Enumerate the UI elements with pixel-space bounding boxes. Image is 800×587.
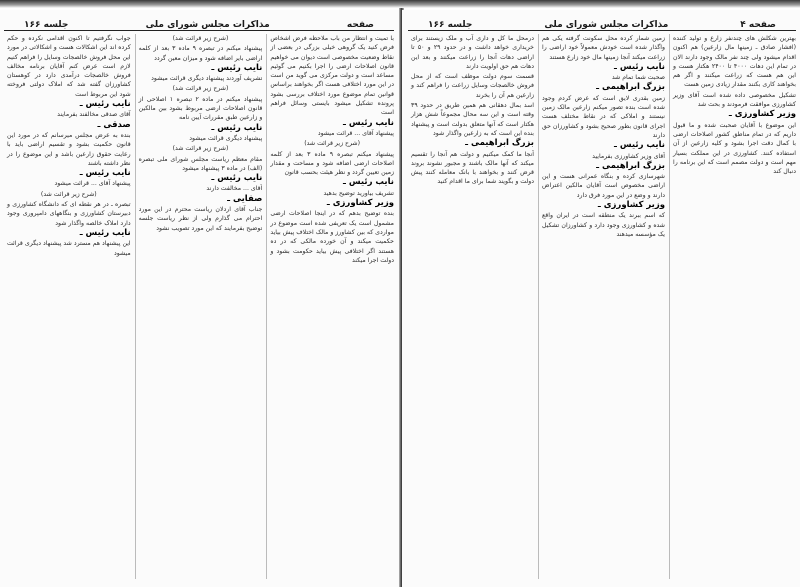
paragraph: بنده به عرض مجلس میرسانم که در مورد این قانون حکمیت بشود و تقسیم اراضی باید با رعایت حقوق زارعین باشد و این موضوع را در نظر داشته باشند: [6, 131, 131, 167]
paragraph: با تمیت و انتظار من باب ملاحظه فرض اشخاص فرض کنید یک گروهی خیلی بزرگی در بعضی از نقاط وضعیت مخصوصی است دیوان می خواهیم قانون اصلاحات ارضی را اجرا بکنیم می گوئیم مساعد است و دولت مرکزی می گوید من است در این مورد اختلافی هست اگر بخواهند براساس قوانین تمام موضوع مورد اختلاف بررسی بشود پرونده تشکیل میشود بایستی وسائل فراهم است: [270, 35, 394, 117]
paragraph: جناب آقای اردلان ریاست محترم در این مورد احترام می گذارم ولی از نظر ریاست جلسه توضیح بفرمایند که این مورد تصویب نشود: [138, 206, 263, 232]
speaker-name: [7, 229, 131, 238]
paragraph: مقام معظم ریاست مجلس شورای ملی تبصره (الف) در ماده ۳ پیشنهاد میشود: [138, 155, 263, 172]
paragraph: تبصره ـ در هر نقطه ای که دانشگاه کشاورزی و دبیرستان کشاورزی و بنگاههای دامپروری وجود دارد املاک خالصه واگذار شود: [6, 201, 131, 227]
page-label: صفحه: [346, 20, 374, 30]
speaker-name: [139, 195, 263, 204]
speaker-name: [411, 139, 534, 148]
paragraph: بهترین شکلش های چندنفر زارع و تولید کننده (افشار صادق ـ زمینها مال زارعین) هم اکنون اقدام میشود ولی چند نفر مالک وجود دارند الان در تمام این دهات ۴۰۰۰ تا ۲۴۰۰ هکتار هست و این هم هست که زراعت میکنند و اگر هم بخواهند کاری بکنند مقدار زیادی زمین هست: [673, 35, 796, 89]
paragraph: تشریف بیاورید توضیح بدهید: [323, 189, 394, 197]
speaker-name: [270, 178, 394, 187]
speaker-name: [542, 83, 665, 92]
speaker-label: بزرگ ابراهیمی ـ: [596, 160, 665, 171]
speaker-name: [270, 199, 394, 208]
paragraph: آقای ... مخالفت دارند: [206, 185, 263, 193]
paragraph: زمین بقدری لایق است که عرض کردم وجود شده است بنده تصور میکنم زارعین مالک زمین نیستند و املاکی که در نقاط مختلف هست اجرای قانون بطور صحیح بشود و کشاورزان حق دارند: [542, 94, 665, 139]
speaker-name: [542, 201, 665, 210]
speaker-label: وزیر کشاورزی ـ: [597, 200, 665, 211]
column: [538, 34, 665, 579]
paragraph: پیشنهاد آقای ... قرائت میشود: [317, 129, 394, 137]
paragraph: پیشنهاد میکنم در ماده ۲ تبصره ۱ اصلاحی از قانون اصلاحات ارضی مربوط بشود بین مالکین و زارعین طبق مقررات آیین نامه: [138, 95, 263, 122]
page-label: صفحه ۴: [740, 20, 776, 30]
speaker-label: نایب رئیس ـ: [79, 99, 131, 110]
reading-note: (شرح زیر قرائت شد): [172, 85, 229, 93]
speaker-name: [270, 119, 394, 128]
speaker-label: نایب رئیس ـ: [211, 122, 263, 133]
paragraph: اسد بمال دهقانی هم همین طریق در حدود ۳۹ وقته است و این سه محال مجموعاً شش هزار هکتار است که آنها متعلق بدولت است و پیشنهاد بنده این است که به زارعین واگذار شود: [411, 102, 534, 137]
speaker-label: بزرگ ابراهیمی ـ: [596, 82, 665, 93]
page-title: مذاکرات مجلس شورای ملی: [145, 20, 270, 30]
paragraph: قسمت سوم دولت موظف است که از محل فروش خالصجات وسایل زراعت را فراهم کند و زارعین هم آن را بخرند: [411, 73, 534, 99]
paragraph: صحبت شما تمام شد: [611, 74, 665, 82]
speaker-label: نایب رئیس ـ: [211, 62, 263, 73]
speaker-label: صفایی ـ: [227, 193, 263, 204]
speaker-label: نایب رئیس ـ: [343, 177, 394, 188]
speaker-label: نایب رئیس ـ: [79, 227, 131, 238]
speaker-label: صدقی ـ: [97, 119, 131, 130]
speaker-name: [7, 100, 131, 109]
paragraph: تشریف آوردند پیشنهاد دیگری قرائت میشود: [151, 75, 263, 83]
speaker-name: [7, 121, 131, 130]
speaker-label: نایب رئیس ـ: [343, 117, 394, 128]
paragraph: که اسم ببرند یک منطقه است در ایران واقع شده و کشاورزی وجود دارد و کشاورزان تشکیل یک مؤسسه میدهند: [542, 212, 665, 238]
speaker-name: [7, 169, 131, 178]
speaker-label: وزیر کشاورزی ـ: [326, 198, 394, 209]
column: [266, 34, 394, 579]
paragraph: پیشنهاد آقای ... قرائت میشود: [54, 180, 131, 188]
session-number: جلسه ۱۶۶: [24, 20, 69, 30]
session-number: جلسه ۱۶۶: [428, 20, 473, 30]
reading-note: (شرح زیر قرائت شد): [172, 145, 229, 153]
speaker-name: [139, 64, 263, 73]
paragraph: جواب نگرفتیم تا اکنون اقدامی نکرده و حکم کرده اند این اشکالات هست و اشکالاتی در مورد این محل فروش خالصجات وسایل را فراهم کنیم لازم است عرض کنم آقایان برنامه مخالف فروش خالصجات درآمدی دارد در کوهستان کشاورزان گفته شد که املاک دولتی فروخته شود این مربوط است: [6, 35, 131, 98]
paragraph: آنجا ما کمک میکنیم و دولت هم آنجا را تقسیم میکند که آنها مالک باشند و مجبور نشوند بروند قرض کنند و بخواهند با بانک معامله کنند پیش دولت و بگویند شما برای ما اقدام کنید: [411, 150, 534, 186]
speaker-name: [542, 162, 665, 171]
paragraph: شهرسازی کرده و بنگاه عمرانی هست و این اراضی مخصوص است آقایان مالکین اعتراض دارند و وضع در این مورد فرق دارد: [542, 173, 665, 199]
column: [408, 34, 534, 579]
left-page: [0, 10, 400, 587]
page-title: مذاکرات مجلس شورای ملی: [544, 20, 669, 30]
speaker-name: [673, 110, 796, 119]
paragraph: آقای صدقی مخالفند بفرمایند: [57, 111, 131, 119]
speaker-label: نایب رئیس ـ: [614, 61, 665, 72]
column: [4, 34, 131, 579]
right-page: [402, 10, 800, 587]
speaker-name: [542, 141, 665, 150]
paragraph: پیشنهاد میکنم تبصره ۹ ماده ۳ بعد از کلمه اصلاحات ارضی اضافه شود و مساحت و مقدار زمین تعیین گردد و نظر هیئت بحسب قانون: [270, 150, 394, 177]
reading-note: (شرح زیر قرائت شد): [172, 35, 229, 42]
paragraph: این موضوع با آقایان صحبت شده و ما قبول داریم که در تمام مناطق کشور اصلاحات ارضی با کمال دقت اجرا بشود و کلیه زارعین از آن استفاده کنند. کشاورزی در این مملکت بسیار مهم است و دولت مصمم است که این برنامه را دنبال کند: [673, 121, 796, 176]
right-columns: [408, 34, 796, 579]
column: [669, 34, 796, 579]
paragraph: تشکیل مخصوصی داده شده است آقای وزیر کشاورزی موافقت فرمودند و بحث شد: [673, 91, 796, 109]
speaker-label: نایب رئیس ـ: [211, 173, 263, 184]
scan-edge: [0, 0, 800, 8]
paragraph: آقای وزیر کشاورزی بفرمایید: [592, 152, 665, 160]
speaker-label: وزیر کشاورزی ـ: [728, 109, 796, 120]
speaker-name: [139, 174, 263, 183]
paragraph: درمحل ما کل و داری آب و ملک زیستند برای خریداری خواهد داشت و در حدود ۲۹ و ۵۰ تا اراضی دهات آنجا را زراعت میکنند و بعد این دهات هم حق اولویت دارند: [411, 35, 534, 70]
reading-note: (شرح زیر قرائت شد): [304, 140, 361, 148]
paragraph: پیشنهاد میکنم در تبصره ۹ ماده ۳ بعد از کلمه اراضی بایر اضافه شود و میزان معین گردد: [138, 45, 263, 62]
paragraph: زمین شمار کرده محل سکونت گرفته یکی هم واگذار شده است خودش معمولاً خود اراضی را زراعت میکند آنجا زمینها مال خود زارع هستند: [542, 35, 665, 61]
left-page-header: [4, 10, 394, 31]
right-page-header: [408, 10, 796, 31]
reading-note: (شرح زیر قرائت شد): [40, 190, 97, 198]
paragraph: پیشنهاد دیگری قرائت میشود: [189, 134, 263, 142]
left-columns: [4, 34, 394, 579]
paragraph: بنده توضیح بدهم که در اینجا اصلاحات ارضی مشمول است یک تعریفی شده است موضوع در مواردی که بین کشاورز و مالک اختلاف پیش بیاید حکمیت میکند و آن خورده مالکی که در ده هستند اگر اختلافی پیش بیاید حکومت بشود و دولت اجرا میکند: [270, 210, 394, 264]
speaker-name: [139, 124, 263, 133]
speaker-label: بزرگ ابراهیمی ـ: [465, 138, 534, 149]
speaker-name: [542, 63, 665, 72]
speaker-label: نایب رئیس ـ: [614, 140, 665, 151]
paragraph: این پیشنهاد هم مسترد شد پیشنهاد دیگری قرائت میشود: [6, 240, 131, 257]
speaker-label: نایب رئیس ـ: [79, 168, 131, 179]
column: [135, 34, 263, 579]
